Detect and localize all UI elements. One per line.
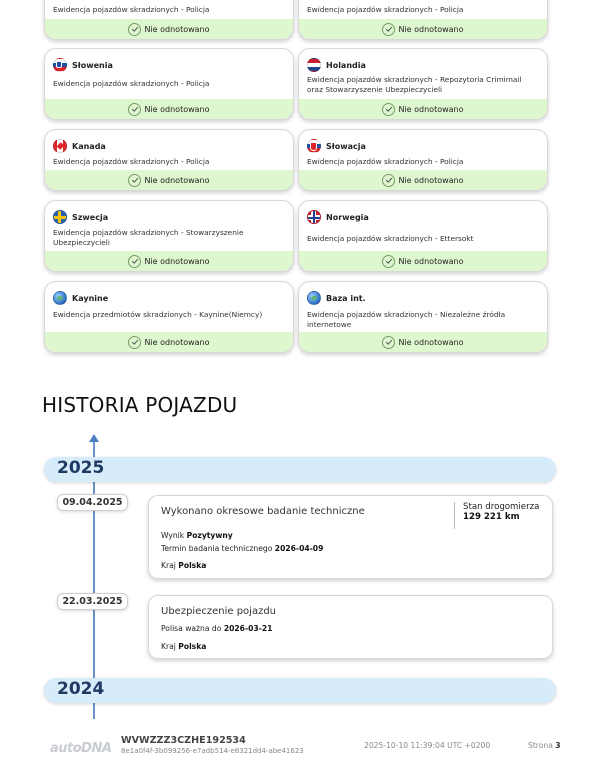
- odometer-value: 129 221 km: [463, 512, 520, 522]
- registry-description: Ewidencja pojazdów skradzionych - Stowarzyszenie Ubezpieczycieli: [53, 228, 244, 247]
- event-date: 22.03.2025: [57, 593, 128, 610]
- report-timestamp: 2025-10-10 11:39:04 UTC +0200: [364, 741, 491, 750]
- registry-description: Ewidencja przedmiotów skradzionych - Kaynine(Niemcy): [53, 310, 263, 319]
- registry-description: Ewidencja pojazdów skradzionych - Policja: [307, 5, 464, 14]
- check-circle-icon: [382, 23, 395, 36]
- event-title: Wykonano okresowe badanie techniczne: [161, 506, 365, 517]
- registry-card-slovenia: [44, 48, 294, 120]
- registry-country: Baza int.: [326, 293, 366, 303]
- check-circle-icon: [382, 336, 395, 349]
- section-title: HISTORIA POJAZDU: [42, 393, 238, 417]
- registry-card: [44, 0, 294, 40]
- check-circle-icon: [128, 103, 141, 116]
- registry-card-internet-db: [298, 281, 548, 353]
- check-circle-icon: [128, 174, 141, 187]
- sweden-flag-icon: [53, 210, 67, 224]
- event-row: Polisa ważna do 2026-03-21: [161, 624, 273, 633]
- canada-flag-icon: [53, 139, 67, 153]
- registry-status: Nie odnotowano: [299, 99, 547, 119]
- netherlands-flag-icon: [307, 58, 321, 72]
- registry-country: Kaynine: [72, 293, 109, 303]
- event-card-inspection: [148, 495, 553, 579]
- page-number: Strona 3: [528, 741, 561, 750]
- norway-flag-icon: [307, 210, 321, 224]
- registry-description: Ewidencja pojazdów skradzionych - Policja: [307, 157, 464, 166]
- registry-status: Nie odnotowano: [45, 251, 293, 271]
- odometer-label: Stan drogomierza: [463, 502, 540, 512]
- event-card-insurance: [148, 595, 553, 659]
- registry-country: Kanada: [72, 141, 106, 151]
- registry-country: Norwegia: [326, 212, 369, 222]
- registry-card: [298, 0, 548, 40]
- autodna-logo: autoDNA: [50, 741, 112, 756]
- check-circle-icon: [128, 23, 141, 36]
- registry-status: Nie odnotowano: [45, 170, 293, 190]
- registry-description: Ewidencja pojazdów skradzionych - Policja: [53, 5, 210, 14]
- registry-description: Ewidencja pojazdów skradzionych - Ettersokt: [307, 234, 474, 243]
- event-date: 09.04.2025: [57, 494, 128, 511]
- registry-country: Słowenia: [72, 60, 113, 70]
- event-row: Kraj Polska: [161, 561, 207, 570]
- registry-status: Nie odnotowano: [299, 170, 547, 190]
- check-circle-icon: [382, 174, 395, 187]
- registry-status: Nie odnotowano: [45, 99, 293, 119]
- registry-status: Nie odnotowano: [45, 19, 293, 39]
- registry-country: Holandia: [326, 60, 366, 70]
- report-hash: 8e1a0f4f-3b099256-e7adb514-e8321dd4-abe41623: [121, 747, 304, 755]
- event-row: Kraj Polska: [161, 642, 207, 651]
- registry-card-sweden: [44, 200, 294, 272]
- registry-country: Słowacja: [326, 141, 366, 151]
- year-bar-2024: [44, 678, 556, 703]
- registry-description: Ewidencja pojazdów skradzionych - Policja: [53, 79, 210, 88]
- registry-status: Nie odnotowano: [299, 19, 547, 39]
- registry-card-netherlands: [298, 48, 548, 120]
- registry-card-canada: [44, 129, 294, 191]
- year-label: 2024: [57, 679, 105, 699]
- event-title: Ubezpieczenie pojazdu: [161, 606, 276, 617]
- registry-description: Ewidencja pojazdów skradzionych - Niezależne źródła internetowe: [307, 310, 506, 329]
- registry-description: Ewidencja pojazdów skradzionych - Policja: [53, 157, 210, 166]
- registry-description: Ewidencja pojazdów skradzionych - Repozytoria Crimimail oraz Stowarzyszenie Ubezpieczycieli: [307, 75, 522, 94]
- check-circle-icon: [128, 255, 141, 268]
- slovenia-flag-icon: [53, 58, 67, 72]
- arrow-up-icon: [89, 434, 99, 442]
- check-circle-icon: [128, 336, 141, 349]
- registry-card-norway: [298, 200, 548, 272]
- page-footer: [0, 733, 595, 761]
- registry-status: Nie odnotowano: [299, 332, 547, 352]
- year-bar-2025: [44, 457, 556, 482]
- event-row: Wynik Pozytywny: [161, 531, 233, 540]
- slovakia-flag-icon: [307, 139, 321, 153]
- check-circle-icon: [382, 103, 395, 116]
- event-row: Termin badania technicznego 2026-04-09: [161, 544, 324, 553]
- year-label: 2025: [57, 458, 105, 478]
- registry-status: Nie odnotowano: [45, 332, 293, 352]
- globe-icon: [53, 291, 67, 305]
- registry-country: Szwecja: [72, 212, 109, 222]
- registry-card-slovakia: [298, 129, 548, 191]
- globe-icon: [307, 291, 321, 305]
- check-circle-icon: [382, 255, 395, 268]
- registry-status: Nie odnotowano: [299, 251, 547, 271]
- vin-number: WVWZZZ3CZHE192534: [121, 735, 246, 746]
- odometer: [454, 502, 539, 529]
- registry-card-kaynine: [44, 281, 294, 353]
